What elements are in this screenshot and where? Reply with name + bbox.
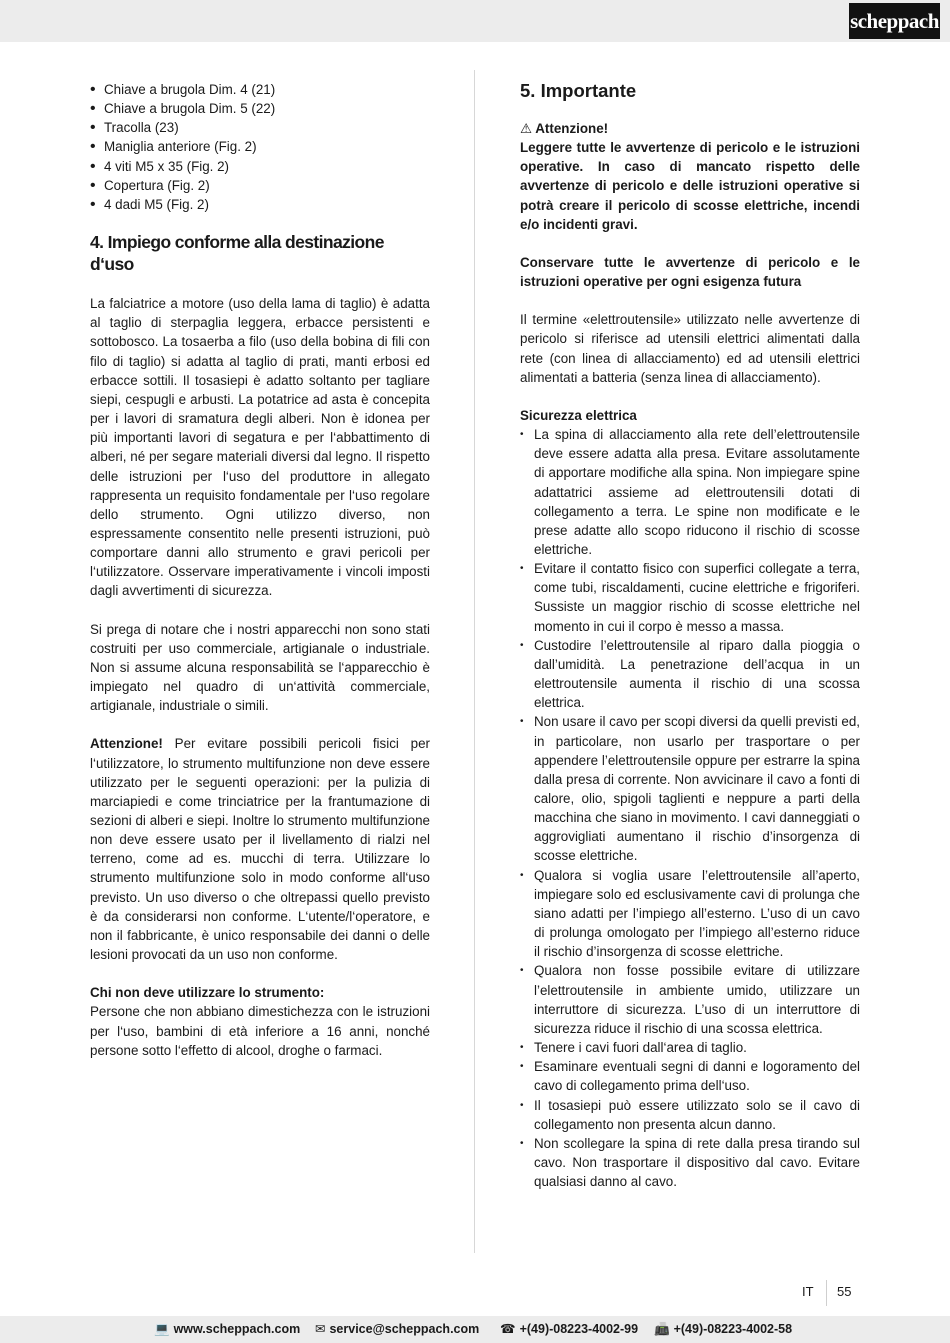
list-item: • Il tosasiepi può essere utilizzato solo se il cavo di collegamento non presenta alcun danno. <box>520 1096 860 1134</box>
list-item: • Non usare il cavo per scopi diversi da quelli previsti ed, in particolare, non usarlo per trasportare o per appendere l’elettroutensile oppure per estrarre la spina dalla presa di corrente. Non avvicinare il cavo a fonti di calore, olio, spigoli taglienti e neppure a parti della macchina che siano in movimento. I cavi danneggiati o aggrovigliati aumentano il rischio d’insorgenza di scosse elettriche. <box>520 712 860 865</box>
list-item: • Copertura (Fig. 2) <box>90 176 430 195</box>
who-title: Chi non deve utilizzare lo strumento: <box>90 985 325 1001</box>
list-item: • Esaminare eventuali segni di danni e logoramento del cavo di collegamento prima dell‘uso. <box>520 1057 860 1095</box>
scheppach-logo: scheppach <box>849 3 940 39</box>
list-item: • Chiave a brugola Dim. 4 (21) <box>90 80 430 99</box>
fax-icon: 📠 <box>654 1322 670 1336</box>
who-text: Persone che non abbiano dimestichezza con le istruzioni per l‘uso, bambini di età inferiore a 16 anni, nonché persone sotto l‘effetto di alcool, droghe o farmaci. <box>90 1004 430 1058</box>
list-item: • Tenere i cavi fuori dall‘area di taglio. <box>520 1038 860 1057</box>
top-bar <box>0 0 950 42</box>
keep-instructions: Conservare tutte le avvertenze di pericolo e le istruzioni operative per ogni esigenza futura <box>520 254 860 290</box>
right-column <box>520 80 860 1191</box>
warning-icon: ⚠ <box>520 121 533 136</box>
parts-list <box>90 80 430 214</box>
column-divider <box>474 70 475 1253</box>
footer-email[interactable] <box>315 1316 479 1343</box>
language-code: IT <box>802 1284 814 1299</box>
warning-text: Leggere tutte le avvertenze di pericolo e le istruzioni operative. In caso di mancato rispetto delle avvertenze di pericolo e delle istruzioni operative si potrà creare il pericolo di scosse elettriche, incendi e/o incidenti gravi. <box>520 140 860 232</box>
phone-icon: ☎ <box>500 1322 516 1336</box>
attention-paragraph <box>90 734 430 964</box>
list-item: • Qualora non fosse possibile evitare di utilizzare l’elettroutensile in ambiente umido, utilizzare un interruttore di sicurezza. L’uso di un interruttore di sicurezza riduce il rischio di una scossa elettrica. <box>520 961 860 1038</box>
list-item: • Custodire l’elettroutensile al riparo dalla pioggia o dall’umidità. La penetrazione dell’acqua in un elettroutensile aumenta il rischio di una scossa elettrica. <box>520 636 860 713</box>
warning-label: Attenzione! <box>535 121 609 136</box>
footer-phone <box>500 1316 638 1343</box>
list-item: • La spina di allacciamento alla rete dell’elettroutensile deve essere adatta alla presa. Evitare assolutamente di apportare modifiche alla spina. Non impiegare spine adattatrici assieme ad elettroutensili dotati di collegamento a terra. Le spine non modificate e le prese adatte allo scopo riducono il rischio di scosse elettriche. <box>520 425 860 559</box>
fax-number: +(49)-08223-4002-58 <box>673 1322 793 1336</box>
list-item: • 4 dadi M5 (Fig. 2) <box>90 195 430 214</box>
footer-fax <box>654 1316 792 1343</box>
page-info-divider <box>826 1280 827 1306</box>
warning-heading <box>520 119 860 138</box>
electrical-safety-title: Sicurezza elettrica <box>520 407 637 423</box>
section-title-important: 5. Importante <box>520 80 637 101</box>
attention-label: Attenzione! <box>90 736 163 752</box>
list-item: • Evitare il contatto fisico con superfici collegate a terra, come tubi, riscaldamenti, cucine elettriche e frigoriferi. Sussiste un maggior rischio di scosse elettriche nel momento in cui il corpo è messo a massa. <box>520 559 860 636</box>
attention-text: Per evitare possibili pericoli fisici per l‘utilizzatore, lo strumento multifunzione non deve essere utilizzato per le seguenti operazioni: per la pulizia di marciapiedi e come trinciatrice per la frantumazione di sezioni di alberi e siepi. Inoltre lo strumento multifunzione non deve essere usato per il livellamento di rialzi nel terreno, come ad es. mucchi di terra. Utilizzare lo strumento multifunzione solo in modo conforme all‘uso previsto. Un uso diverso o che oltrepassi quello previsto è da considerarsi non conforme. L‘utente/l‘operatore, e non il fabbricante, è unico responsabile dei danni o delle lesioni provocati da un uso non conforme. <box>90 736 430 963</box>
page-number: 55 <box>837 1284 852 1299</box>
footer-bar <box>0 1316 950 1343</box>
commercial-note-paragraph: Si prega di notare che i nostri apparecchi non sono stati costruiti per uso commerciale, artigianale o industriale. Non si assume alcuna responsabilità se l‘apparecchio è impiegato nel quadro di un‘attività commerciale, artigianale, industriale o simili. <box>90 621 430 714</box>
list-item: • Qualora si voglia usare l’elettroutensile all’aperto, impiegare solo ed esclusivamente cavi di prolunga che siano adatti per l’impiego all’esterno. L’uso di un cavo di prolunga omologato per l’impiego all’esterno riduce il rischio d’insorgenza di scosse elettriche. <box>520 866 860 962</box>
footer-website[interactable] <box>154 1316 300 1343</box>
list-item: • Chiave a brugola Dim. 5 (22) <box>90 99 430 118</box>
tool-definition: Il termine «elettroutensile» utilizzato nelle avvertenze di pericolo si riferisce ad utensili elettrici alimentati dalla rete (con linea di allacciamento) ed ad utensili elettrici alimentati a batteria (senza linea di allacciamento). <box>520 312 860 385</box>
phone-number: +(49)-08223-4002-99 <box>519 1322 639 1336</box>
section-title-intended-use: 4. Impiego conforme alla destinazione d‘uso <box>90 232 384 275</box>
electrical-safety-list <box>520 425 860 1191</box>
list-item: • 4 viti M5 x 35 (Fig. 2) <box>90 157 430 176</box>
computer-icon: 💻 <box>154 1322 170 1336</box>
list-item: • Tracolla (23) <box>90 118 430 137</box>
intended-use-paragraph: La falciatrice a motore (uso della lama di taglio) è adatta al taglio di sterpaglia leggera, erbacce persistenti e sottobosco. La tosaerba a filo (uso della bobina di fili con filo di taglio) si adatta al taglio di prati, manti erbosi ed erbacce sottili. Il tosasiepi è adatto soltanto per tagliare siepi, cespugli e arbusti. La potatrice ad asta è concepita per i lavori di sramatura degli alberi. Non è idonea per più importanti lavori di segatura e per l‘abbattimento di alberi, né per segare materiali diversi dal legno. Il rispetto delle istruzioni per l‘uso del produttore in allegato rappresenta un requisito fondamentale per l‘uso regolare dello strumento. Ogni utilizzo diverso, non espressamente consentito nelle presenti istruzioni, può comportare danni allo strumento e gravi pericoli per l‘utilizzatore. Osservare imperativamente i vincoli imposti dagli avvertimenti di sicurezza. <box>90 296 430 599</box>
mail-icon: ✉ <box>315 1322 326 1336</box>
email-link[interactable]: service@scheppach.com <box>329 1322 480 1336</box>
website-link[interactable]: www.scheppach.com <box>173 1322 301 1336</box>
left-column <box>90 80 430 1060</box>
list-item: • Non scollegare la spina di rete dalla presa tirando sul cavo. Non trasportare il dispositivo dal cavo. Evitare qualsiasi danno al cavo. <box>520 1134 860 1191</box>
list-item: • Maniglia anteriore (Fig. 2) <box>90 137 430 156</box>
